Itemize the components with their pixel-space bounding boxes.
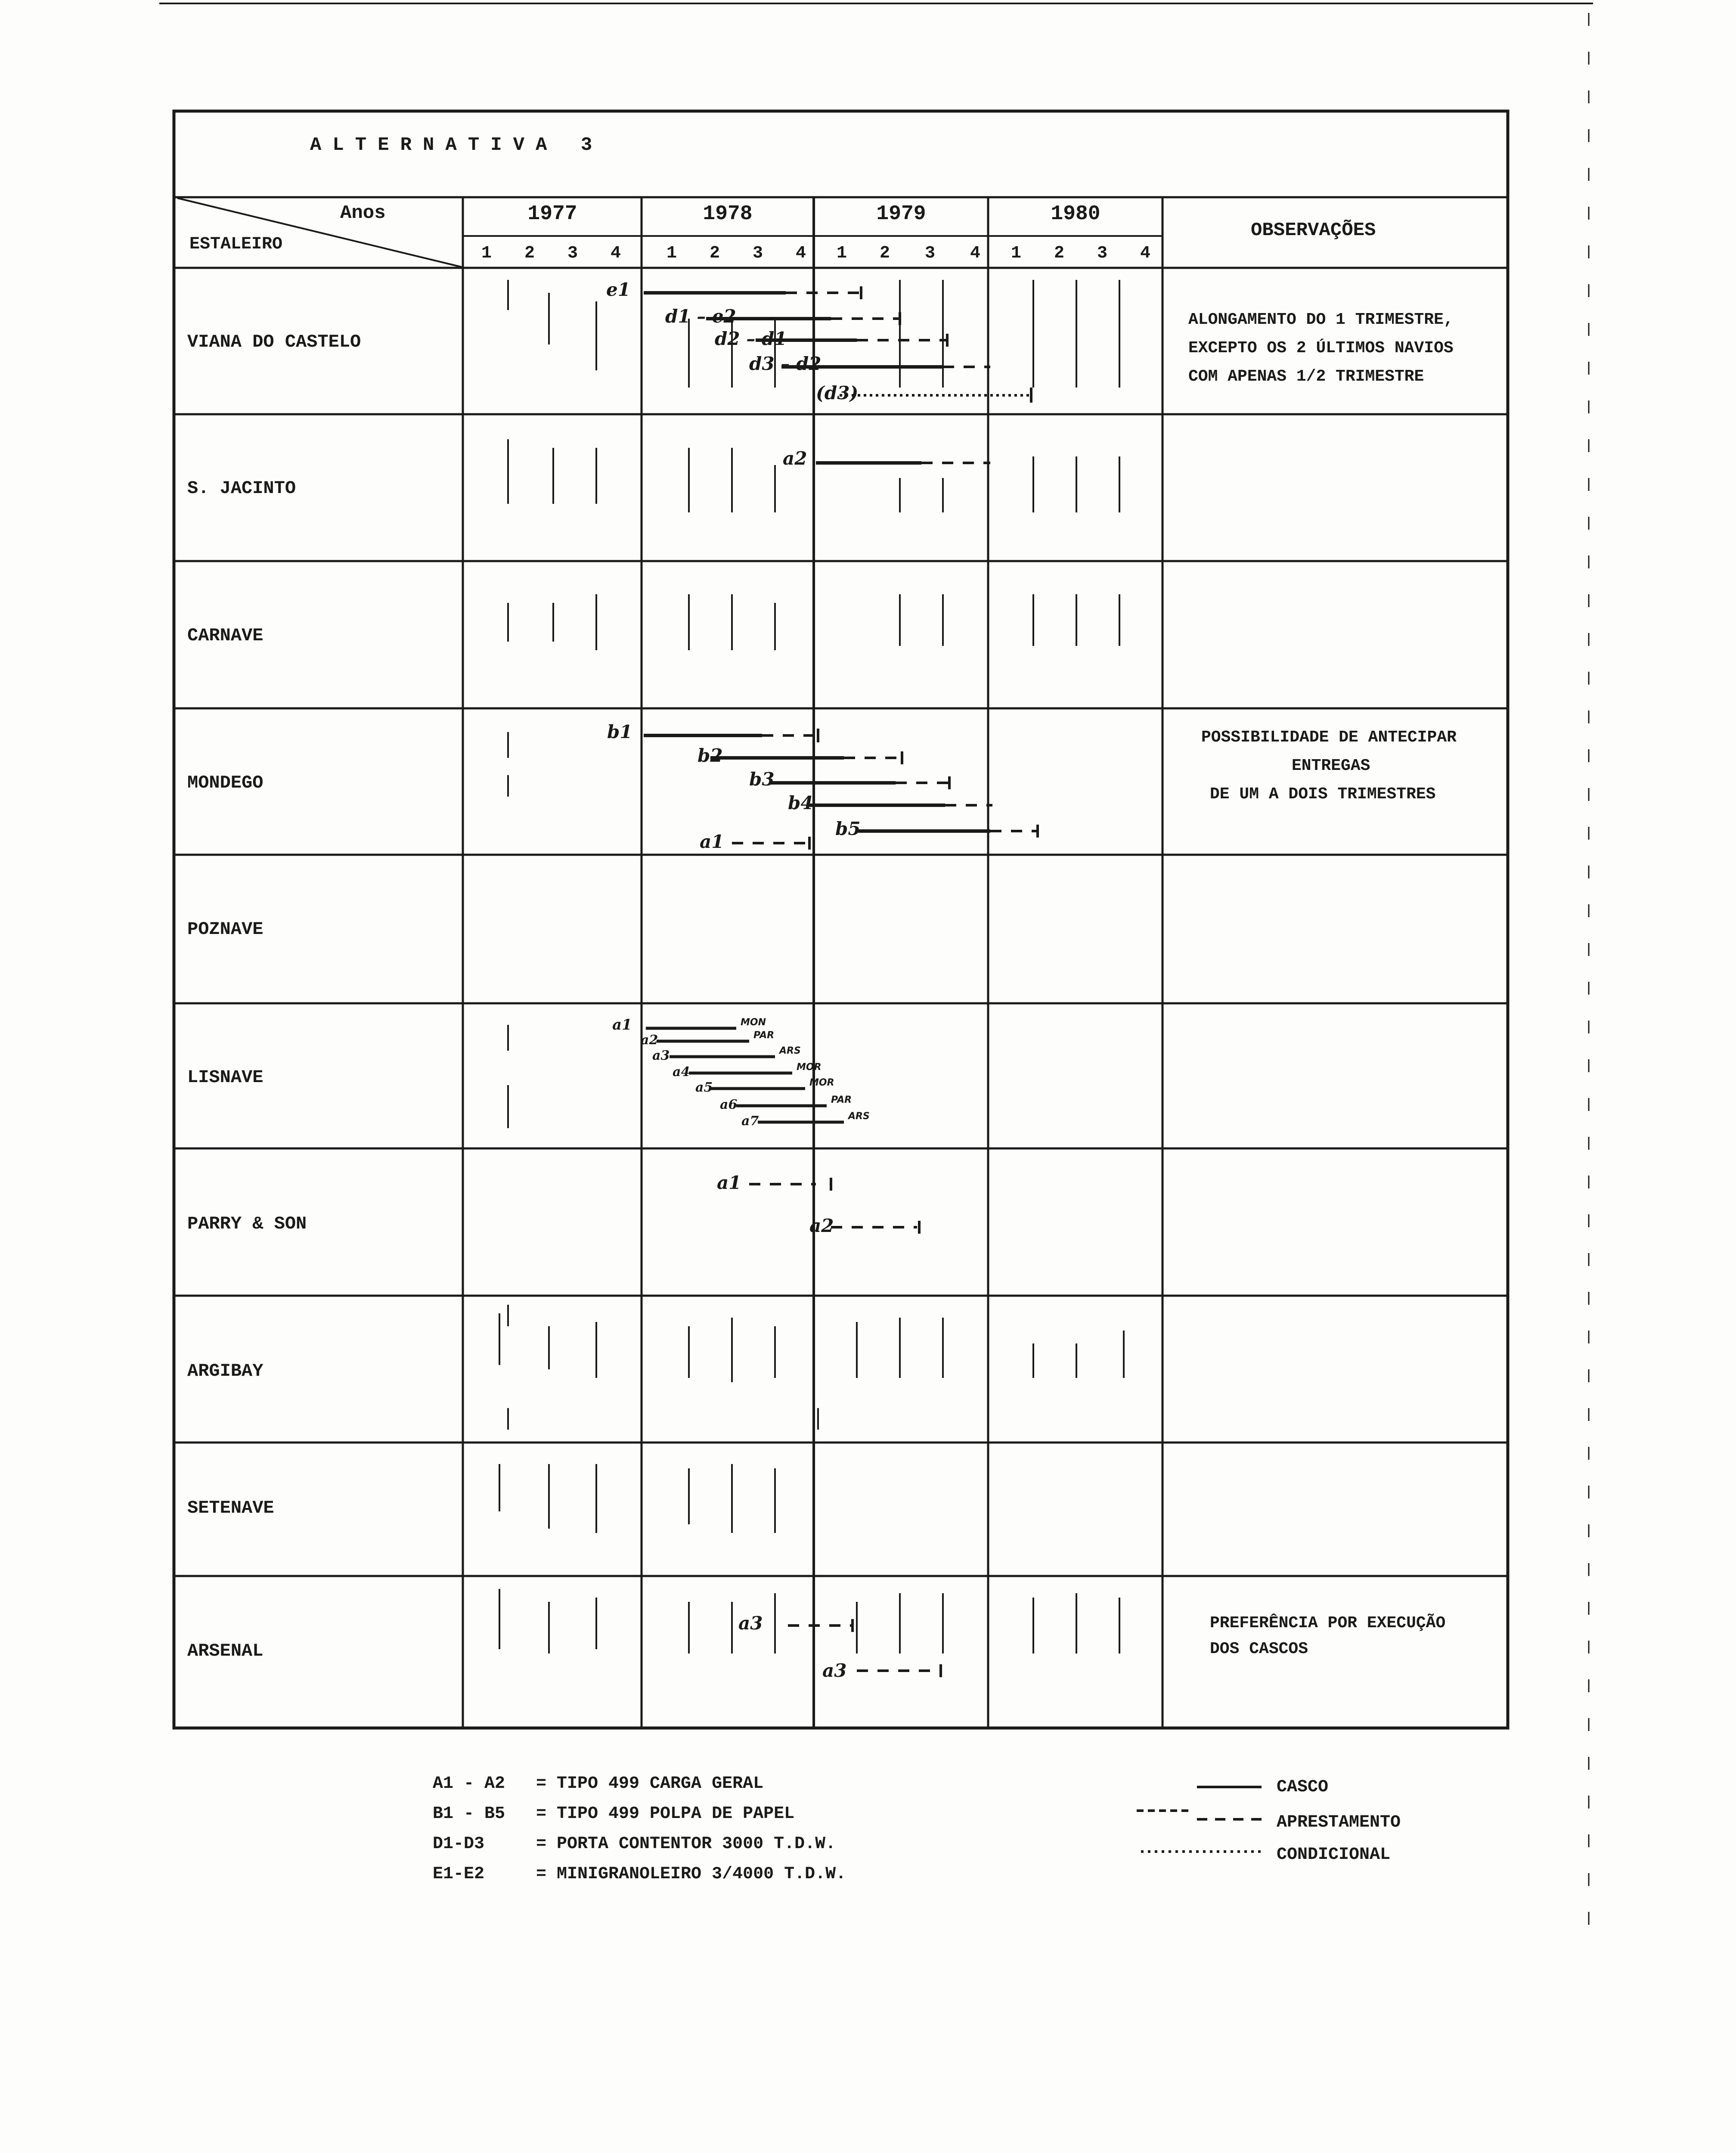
- observations-header: OBSERVAÇÕES: [1251, 220, 1376, 241]
- observation-line: COM APENAS 1/2 TRIMESTRE: [1188, 367, 1424, 386]
- ship-tag: a1: [612, 1016, 632, 1033]
- destination-tag: MON: [741, 1017, 766, 1028]
- quarter-label: 4: [610, 244, 621, 263]
- years-header-label: Anos: [340, 202, 386, 224]
- row-label-mondego: MONDEGO: [187, 772, 264, 793]
- quarter-label: 1: [1011, 244, 1021, 263]
- ship-tag: a2: [809, 1215, 834, 1236]
- legend-type-desc: = PORTA CONTENTOR 3000 T.D.W.: [536, 1834, 836, 1854]
- legend-type-desc: = TIPO 499 CARGA GERAL: [536, 1774, 764, 1793]
- ship-tag: b1: [607, 721, 632, 742]
- observation-line: PREFERÊNCIA POR EXECUÇÃO: [1210, 1614, 1446, 1632]
- legend-line-condicional: CONDICIONAL: [1277, 1845, 1391, 1864]
- quarter-label: 4: [970, 244, 980, 263]
- quarter-label: 1: [481, 244, 492, 263]
- ship-tag: a3: [652, 1048, 670, 1063]
- legend-type-code: B1 - B5: [433, 1804, 505, 1824]
- destination-tag: PAR: [831, 1095, 852, 1105]
- row-label-carnave: CARNAVE: [187, 625, 264, 646]
- observation-arsenal: [1210, 1610, 1445, 1662]
- year-1979: 1979: [876, 202, 926, 226]
- ship-tag: a6: [720, 1097, 738, 1112]
- yard-header-label: ESTALEIRO: [189, 235, 283, 254]
- destination-tag: ARS: [779, 1045, 801, 1056]
- row-label-poznave: POZNAVE: [187, 919, 264, 940]
- quarter-label: 2: [879, 244, 890, 263]
- row-label-parry-son: PARRY & SON: [187, 1213, 307, 1234]
- observation-line: ALONGAMENTO DO 1 TRIMESTRE,: [1188, 310, 1454, 329]
- ship-tag: a1: [717, 1172, 741, 1193]
- ship-tag: b4: [788, 792, 813, 813]
- quarter-label: 1: [836, 244, 847, 263]
- observation-line: DE UM A DOIS TRIMESTRES: [1210, 785, 1436, 803]
- quarter-label: 2: [524, 244, 535, 263]
- ship-tag: a5: [695, 1080, 713, 1095]
- ship-tag: b3: [749, 769, 775, 790]
- ship-tag: a2: [641, 1033, 658, 1048]
- ship-tag: a2: [783, 448, 807, 469]
- destination-tag: MOR: [797, 1062, 822, 1073]
- ship-tag: a1: [700, 831, 724, 852]
- destination-tag: ARS: [848, 1111, 870, 1122]
- ship-tag: d1 – e2: [665, 306, 736, 327]
- ship-tag: a3: [738, 1613, 763, 1634]
- observation-line: POSSIBILIDADE DE ANTECIPAR: [1201, 728, 1457, 747]
- year-1978: 1978: [703, 202, 753, 226]
- quarter-label: 3: [752, 244, 763, 263]
- quarter-label: 2: [709, 244, 720, 263]
- destination-tag: MOR: [809, 1077, 834, 1088]
- ship-tag: e1: [606, 279, 630, 300]
- legend-type-desc: = TIPO 499 POLPA DE PAPEL: [536, 1804, 795, 1824]
- observation-mondego: [1201, 723, 1457, 809]
- quarter-label: 4: [795, 244, 806, 263]
- ship-tag: a7: [741, 1114, 759, 1129]
- observation-line: EXCEPTO OS 2 ÚLTIMOS NAVIOS: [1188, 339, 1454, 357]
- row-label-arsenal: ARSENAL: [187, 1641, 264, 1661]
- row-label-s-jacinto: S. JACINTO: [187, 478, 296, 499]
- ship-tag: a4: [673, 1064, 690, 1080]
- legend-type-code: E1-E2: [433, 1864, 485, 1884]
- row-label-setenave: SETENAVE: [187, 1498, 274, 1518]
- document-title: ALTERNATIVA 3: [310, 134, 604, 156]
- ship-tag: d3 – d2: [749, 353, 822, 374]
- row-label-lisnave: LISNAVE: [187, 1067, 264, 1088]
- destination-tag: PAR: [753, 1030, 775, 1041]
- row-label-argibay: ARGIBAY: [187, 1361, 264, 1381]
- observation-viana: [1188, 306, 1454, 391]
- legend-line-aprestamento: APRESTAMENTO: [1277, 1813, 1401, 1832]
- ship-tag: d2 – d1: [715, 328, 787, 349]
- row-label-viana-do-castelo: VIANA DO CASTELO: [187, 332, 361, 352]
- observation-line: DOS CASCOS: [1210, 1640, 1308, 1658]
- legend-type-desc: = MINIGRANOLEIRO 3/4000 T.D.W.: [536, 1864, 846, 1884]
- quarter-label: 3: [1097, 244, 1107, 263]
- quarter-label: 3: [924, 244, 935, 263]
- legend-line-casco: CASCO: [1277, 1778, 1329, 1797]
- quarter-label: 2: [1054, 244, 1064, 263]
- observation-line: ENTREGAS: [1292, 757, 1370, 775]
- ship-tag: (d3): [816, 382, 859, 403]
- year-1977: 1977: [527, 202, 577, 226]
- ship-tag: b5: [835, 818, 861, 839]
- year-1980: 1980: [1051, 202, 1100, 226]
- ship-tag: a3: [822, 1660, 847, 1681]
- quarter-label: 1: [666, 244, 677, 263]
- quarter-label: 4: [1140, 244, 1150, 263]
- quarter-label: 3: [567, 244, 578, 263]
- ship-tag: b2: [698, 745, 723, 766]
- legend-type-code: D1-D3: [433, 1834, 485, 1854]
- legend-type-code: A1 - A2: [433, 1774, 505, 1793]
